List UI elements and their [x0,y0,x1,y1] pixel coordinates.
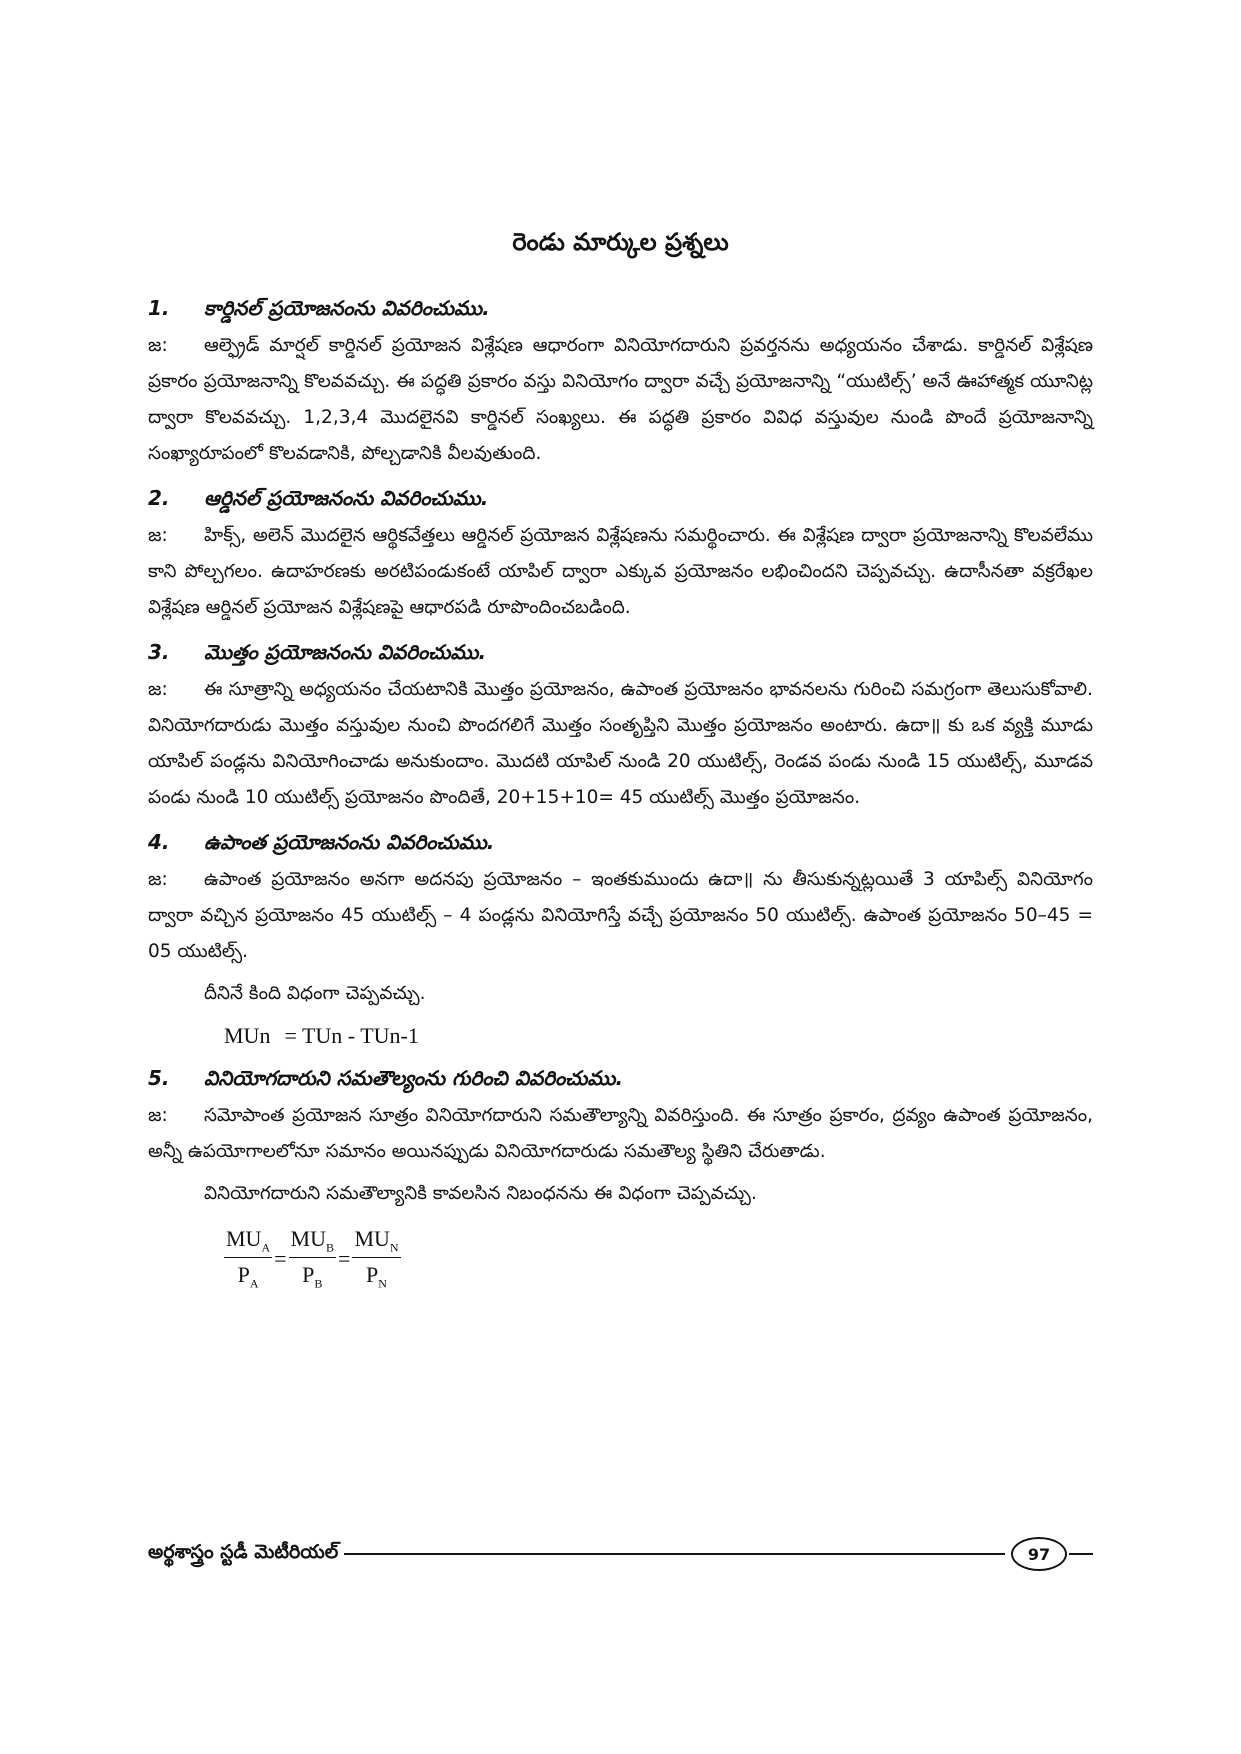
answer-text: ఆల్ఫ్రెడ్ మార్షల్ కార్డినల్ ప్రయోజన విశ్లేషణ ఆధారంగా వినియోగదారుని ప్రవర్తనను అధ్యయనం చేశాడు. కార్డినల్ విశ్లేషణ ప్రకారం ప్రయోజనాన్ని కొలవవచ్చు. ఈ పద్ధతి ప్రకారం వస్తు వినియోగం ద్వారా వచ్చే ప్రయోజనాన్ని “యుటిల్స్’ అనే ఊహాత్మక యూనిట్ల ద్వారా కొలవవచ్చు. 1,2,3,4 మొదలైనవి కార్డినల్ సంఖ్యలు. ఈ పద్ధతి ప్రకారం వివిధ వస్తువుల నుండి పొందే ప్రయోజనాన్ని సంఖ్యారూపంలో కొలవడానికి, పోల్చడానికి వీలవుతుంది. [148,335,1093,464]
equals-sign: = [338,1245,351,1271]
fraction-n: $\frac{MU_N}{P_N}$ [354,1226,399,1291]
answer-prefix: జ: [148,869,168,890]
equals-sign: = [274,1245,287,1271]
answer-text: ఉపాంత ప్రయోజనం అనగా అదనపు ప్రయోజనం – ఇంతకుముందు ఉదా॥ ను తీసుకున్నట్లయితే 3 యాపిల్స్ వినియోగం ద్వారా వచ్చిన ప్రయోజనం 45 యుటిల్స్ – 4 పండ్లను వినియోగిస్తే వచ్చే ప్రయోజనం 50 యుటిల్స్. ఉపాంత ప్రయోజనం 50–45 = 05 యుటిల్స్. [148,869,1093,962]
question-number: 4. [148,830,170,854]
answer-text: సమోపాంత ప్రయోజన సూత్రం వినియోగదారుని సమతౌల్యాన్ని వివరిస్తుంది. ఈ సూత్రం ప్రకారం, ద్రవ్యం ఉపాంత ప్రయోజనం, అన్నీ ఉపయోగాలలోనూ సమానం అయినప్పుడు వినియోగదారుడు సమతౌల్య స్థితిని చేరుతాడు. [148,1105,1093,1162]
answer-text: హిక్స్, అలెన్ మొదలైన ఆర్థికవేత్తలు ఆర్డినల్ ప్రయోజన విశ్లేషణను సమర్థించారు. ఈ విశ్లేషణ ద్వారా ప్రయోజనాన్ని కొలవలేము కాని పోల్చగలం. ఉదాహరణకు అరటిపండుకంటే యాపిల్ ద్వారా ఎక్కువ ప్రయోజనం లభించిందని చెప్పవచ్చు. ఉదాసీనతా వక్రరేఖల విశ్లేషణ ఆర్డినల్ ప్రయోజన విశ్లేషణపై ఆధారపడి రూపొందించబడింది. [148,525,1093,618]
formula-intro: దీనినే కింది విధంగా చెప్పవచ్చు. [204,983,426,1004]
page-heading: రెండు మార్కుల ప్రశ్నలు [512,228,729,256]
question-2 [148,478,1093,518]
fraction-b: $\frac{MU_B}{P_B}$ [290,1226,335,1291]
question-text: ఆర్డినల్ ప్రయోజనంను వివరించుము. [204,486,489,510]
formula-rhs: = TUn - TUn-1 [284,1023,419,1048]
question-4 [148,822,1093,862]
question-1 [148,288,1093,328]
fraction-a: $\frac{MU_A}{P_A}$ [226,1226,271,1291]
page-footer [148,1534,1093,1574]
answer-text: ఈ సూత్రాన్ని అధ్యయనం చేయటానికి మొత్తం ప్రయోజనం, ఉపాంత ప్రయోజనం భావనలను గురించి సమగ్రంగా తెలుసుకోవాలి. వినియోగదారుడు మొత్తం వస్తువుల నుంచి పొందగలిగే మొత్తం సంతృప్తిని మొత్తం ప్రయోజనం అంటారు. ఉదా॥ కు ఒక వ్యక్తి మూడు యాపిల్ పండ్లను వినియోగించాడు అనుకుందాం. మొదటి యాపిల్ నుండి 20 యుటిల్స్, రెండవ పండు నుండి 15 యుటిల్స్, మూడవ పండు నుండి 10 యుటిల్స్ ప్రయోజనం పొందితే, 20+15+10= 45 యుటిల్స్ మొత్తం ప్రయోజనం. [148,679,1093,808]
question-number: 5. [148,1066,170,1090]
marginal-utility-formula [224,1018,1093,1054]
content [148,288,1093,1292]
answer-prefix: జ: [148,1105,168,1126]
footer-rule-tail [1069,1553,1093,1555]
answer-3 [148,672,1093,816]
question-text: మొత్తం ప్రయోజనంను వివరించుము. [204,640,487,664]
answer-prefix: జ: [148,525,168,546]
formula-lhs: MUn [224,1023,271,1048]
answer-4 [148,862,1093,970]
question-number: 1. [148,296,170,320]
question-number: 2. [148,486,170,510]
answer-5 [148,1098,1093,1170]
equilibrium-intro: వినియోగదారుని సమతౌల్యానికి కావలసిన నిబంధనను ఈ విధంగా చెప్పవచ్చు. [204,1183,757,1204]
question-text: ఉపాంత ప్రయోజనంను వివరించుము. [204,830,495,854]
footer-title: అర్థశాస్త్రం స్టడీ మెటీరియల్ [148,1540,339,1563]
question-5 [148,1058,1093,1098]
footer-rule [344,1553,1005,1555]
equilibrium-formula [224,1226,1093,1292]
answer-1 [148,328,1093,472]
question-3 [148,632,1093,672]
answer-prefix: జ: [148,679,168,700]
page-number: 97 [1011,1537,1067,1571]
answer-prefix: జ: [148,335,168,356]
answer-2 [148,518,1093,626]
question-number: 3. [148,640,170,664]
question-text: వినియోగదారుని సమతౌల్యంను గురించి వివరించుము. [204,1066,624,1090]
question-text: కార్డినల్ ప్రయోజనంను వివరించుము. [204,296,490,320]
